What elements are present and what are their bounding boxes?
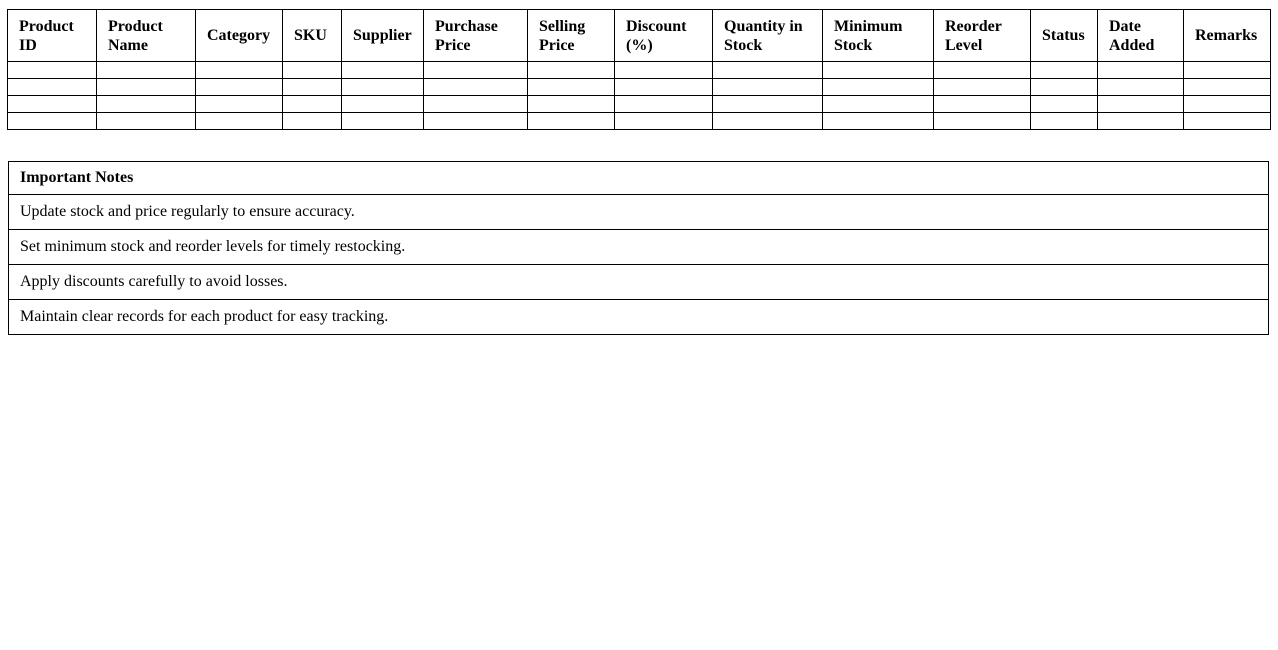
table-cell bbox=[1184, 62, 1271, 79]
notes-title-row bbox=[9, 162, 1269, 195]
inventory-header-row bbox=[8, 10, 1271, 62]
column-header-selling-price: Selling Price bbox=[528, 10, 615, 62]
table-cell bbox=[196, 96, 283, 113]
table-cell bbox=[615, 96, 713, 113]
table-cell bbox=[615, 79, 713, 96]
table-cell bbox=[1098, 96, 1184, 113]
column-header-category: Category bbox=[196, 10, 283, 62]
table-cell bbox=[528, 62, 615, 79]
table-cell bbox=[283, 62, 342, 79]
column-header-purchase-price: Purchase Price bbox=[424, 10, 528, 62]
table-cell bbox=[342, 62, 424, 79]
table-cell bbox=[97, 62, 196, 79]
table-row bbox=[8, 79, 1271, 96]
table-row bbox=[8, 62, 1271, 79]
table-cell bbox=[424, 113, 528, 130]
table-cell bbox=[528, 96, 615, 113]
table-cell bbox=[196, 113, 283, 130]
table-cell bbox=[8, 113, 97, 130]
table-cell bbox=[342, 96, 424, 113]
column-header-date-added: Date Added bbox=[1098, 10, 1184, 62]
table-cell bbox=[342, 79, 424, 96]
table-cell bbox=[1184, 79, 1271, 96]
table-cell bbox=[615, 62, 713, 79]
table-cell bbox=[283, 113, 342, 130]
table-cell bbox=[424, 96, 528, 113]
table-cell bbox=[1098, 113, 1184, 130]
table-cell bbox=[97, 79, 196, 96]
note-item: Set minimum stock and reorder levels for timely restocking. bbox=[9, 230, 1269, 265]
table-cell bbox=[97, 113, 196, 130]
table-cell bbox=[1184, 96, 1271, 113]
table-cell bbox=[823, 113, 934, 130]
note-item: Maintain clear records for each product for easy tracking. bbox=[9, 300, 1269, 335]
table-cell bbox=[1031, 79, 1098, 96]
table-cell bbox=[934, 79, 1031, 96]
table-cell bbox=[615, 113, 713, 130]
column-header-remarks: Remarks bbox=[1184, 10, 1271, 62]
table-cell bbox=[1031, 113, 1098, 130]
notes-table bbox=[8, 161, 1269, 335]
table-cell bbox=[528, 79, 615, 96]
table-cell bbox=[1098, 62, 1184, 79]
table-cell bbox=[823, 96, 934, 113]
table-cell bbox=[424, 62, 528, 79]
notes-title: Important Notes bbox=[9, 162, 1269, 195]
column-header-reorder-level: Reorder Level bbox=[934, 10, 1031, 62]
table-cell bbox=[823, 62, 934, 79]
table-cell bbox=[1184, 113, 1271, 130]
table-cell bbox=[934, 62, 1031, 79]
table-cell bbox=[8, 96, 97, 113]
column-header-supplier: Supplier bbox=[342, 10, 424, 62]
column-header-product-name: Product Name bbox=[97, 10, 196, 62]
table-cell bbox=[196, 79, 283, 96]
table-cell bbox=[823, 79, 934, 96]
table-cell bbox=[8, 62, 97, 79]
column-header-quantity-in-stock: Quantity in Stock bbox=[713, 10, 823, 62]
note-item: Update stock and price regularly to ensure accuracy. bbox=[9, 195, 1269, 230]
inventory-table bbox=[7, 9, 1271, 130]
table-cell bbox=[97, 96, 196, 113]
table-cell bbox=[713, 113, 823, 130]
table-cell bbox=[528, 113, 615, 130]
table-cell bbox=[283, 96, 342, 113]
table-cell bbox=[934, 113, 1031, 130]
column-header-minimum-stock: Minimum Stock bbox=[823, 10, 934, 62]
column-header-sku: SKU bbox=[283, 10, 342, 62]
table-cell bbox=[196, 62, 283, 79]
table-cell bbox=[934, 96, 1031, 113]
table-cell bbox=[1098, 79, 1184, 96]
table-cell bbox=[713, 62, 823, 79]
table-cell bbox=[8, 79, 97, 96]
table-cell bbox=[424, 79, 528, 96]
note-row bbox=[9, 195, 1269, 230]
note-row bbox=[9, 265, 1269, 300]
table-cell bbox=[283, 79, 342, 96]
table-cell bbox=[342, 113, 424, 130]
table-cell bbox=[1031, 96, 1098, 113]
note-row bbox=[9, 230, 1269, 265]
column-header-status: Status bbox=[1031, 10, 1098, 62]
column-header-product-id: Product ID bbox=[8, 10, 97, 62]
column-header-discount: Discount (%) bbox=[615, 10, 713, 62]
note-item: Apply discounts carefully to avoid losses. bbox=[9, 265, 1269, 300]
table-row bbox=[8, 113, 1271, 130]
table-cell bbox=[713, 79, 823, 96]
table-cell bbox=[713, 96, 823, 113]
table-cell bbox=[1031, 62, 1098, 79]
table-row bbox=[8, 96, 1271, 113]
note-row bbox=[9, 300, 1269, 335]
